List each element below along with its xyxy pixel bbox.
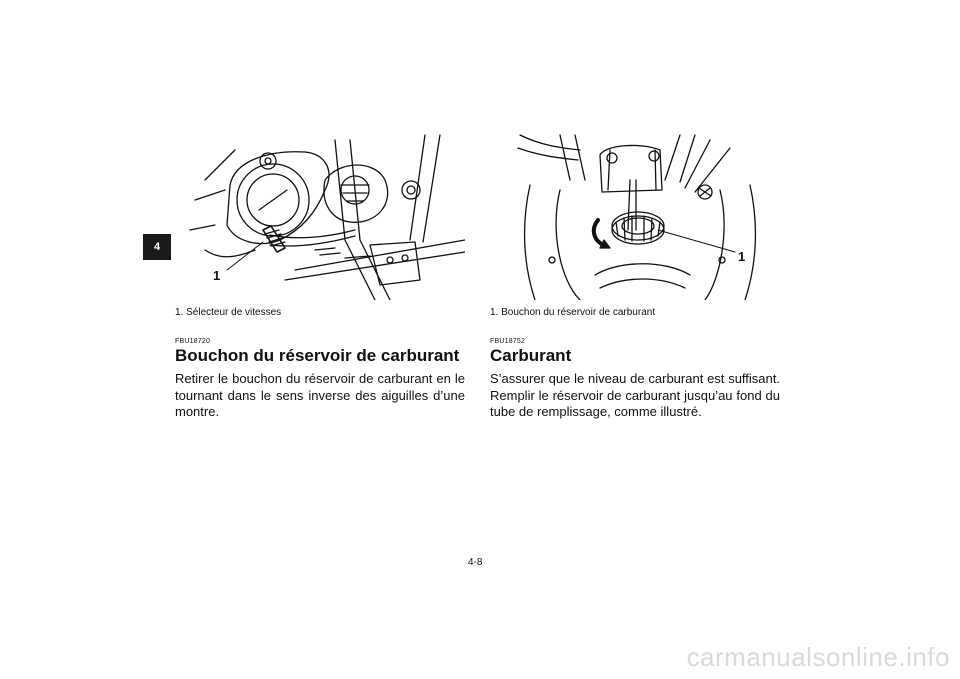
fuel-tank-cap-illustration <box>490 130 780 300</box>
right-column <box>490 130 780 421</box>
right-reference-code: FBU18752 <box>490 338 526 345</box>
page-number: 4-8 <box>468 557 483 568</box>
left-callout-number: 1 <box>213 268 221 283</box>
left-reference-code: FBU18720 <box>175 338 211 345</box>
left-body-text: Retirer le bouchon du réservoir de carburant en le tournant dans le sens inverse des aiguilles d’une montre. <box>175 371 465 419</box>
watermark: carmanualsonline.info <box>686 642 950 672</box>
gear-shift-pedal-illustration <box>175 130 465 300</box>
right-figure-caption: 1. Bouchon du réservoir de carburant <box>490 307 656 318</box>
left-column <box>175 130 465 421</box>
right-callout-number: 1 <box>738 249 746 264</box>
right-body-text: S’assurer que le niveau de carburant est suffisant. Remplir le réservoir de carburant jusqu’au fond du tube de remplissage, comme illustré. <box>490 371 780 419</box>
left-figure-caption: 1. Sélecteur de vitesses <box>175 307 282 318</box>
right-heading: Carburant <box>490 346 572 365</box>
section-tab: 4 <box>143 234 171 260</box>
left-heading: Bouchon du réservoir de carburant <box>175 346 460 365</box>
